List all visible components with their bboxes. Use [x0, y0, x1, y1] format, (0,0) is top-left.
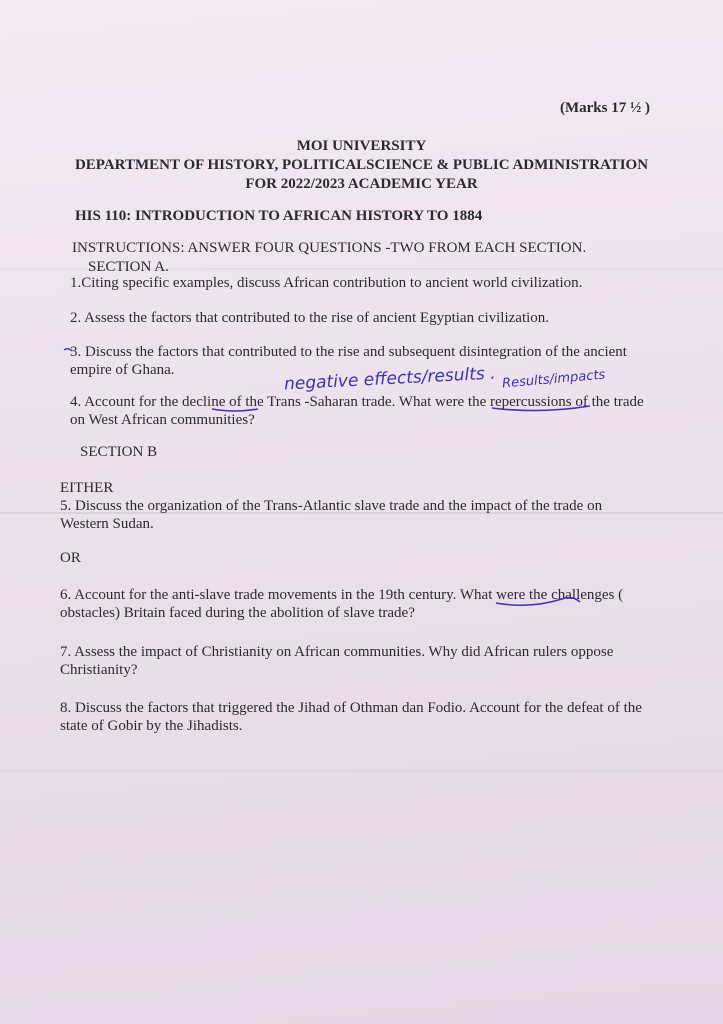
underline-challenges — [496, 598, 580, 606]
section-a-title: SECTION A. — [88, 259, 169, 275]
department-name: DEPARTMENT OF HISTORY, POLITICALSCIENCE & PUBLIC ADMINISTRATION — [74, 157, 649, 173]
handwritten-note-results-impacts: Results/impacts — [501, 367, 606, 392]
question-8-line-1: 8. Discuss the factors that triggered the Jihad of Othman dan Fodio. Account for the defeat of the — [60, 700, 642, 716]
question-7-line-1: 7. Assess the impact of Christianity on African communities. Why did African rulers oppose — [60, 644, 614, 660]
or-label: OR — [60, 550, 81, 566]
question-8-line-2: state of Gobir by the Jihadists. — [60, 718, 243, 734]
underline-decline — [212, 409, 258, 411]
section-b-title: SECTION B — [80, 444, 158, 460]
instructions: INSTRUCTIONS: ANSWER FOUR QUESTIONS -TWO FROM EACH SECTION. — [72, 240, 587, 256]
university-name: MOI UNIVERSITY — [296, 138, 427, 154]
underline-repercussions — [492, 406, 590, 411]
question-6-line-1: 6. Account for the anti-slave trade movements in the 19th century. What were the challenges ( — [60, 587, 624, 603]
question-1: 1.Citing specific examples, discuss African contribution to ancient world civilization. — [70, 275, 583, 291]
question-3-line-1: 3. Discuss the factors that contributed to the rise and subsequent disintegration of the ancient — [70, 344, 627, 360]
question-4-line-2: on West African communities? — [70, 412, 255, 428]
pen-mark — [64, 349, 72, 351]
academic-year: FOR 2022/2023 ACADEMIC YEAR — [245, 176, 478, 192]
question-3-line-2: empire of Ghana. — [70, 362, 175, 378]
question-5-line-1: 5. Discuss the organization of the Trans-Atlantic slave trade and the impact of the trade on — [60, 498, 603, 514]
question-7-line-2: Christianity? — [60, 662, 138, 678]
marks-label: (Marks 17 ½ ) — [560, 100, 650, 116]
handwritten-note-negative-effects: negative effects/results . — [283, 363, 497, 395]
question-2: 2. Assess the factors that contributed to the rise of ancient Egyptian civilization. — [70, 310, 550, 326]
course-title: HIS 110: INTRODUCTION TO AFRICAN HISTORY TO 1884 — [75, 208, 483, 224]
question-6-line-2: obstacles) Britain faced during the abolition of slave trade? — [60, 605, 415, 621]
question-4-line-1: 4. Account for the decline of the Trans -Saharan trade. What were the repercussions of the trade — [70, 394, 644, 410]
question-5-line-2: Western Sudan. — [60, 516, 154, 532]
either-label: EITHER — [60, 480, 114, 496]
